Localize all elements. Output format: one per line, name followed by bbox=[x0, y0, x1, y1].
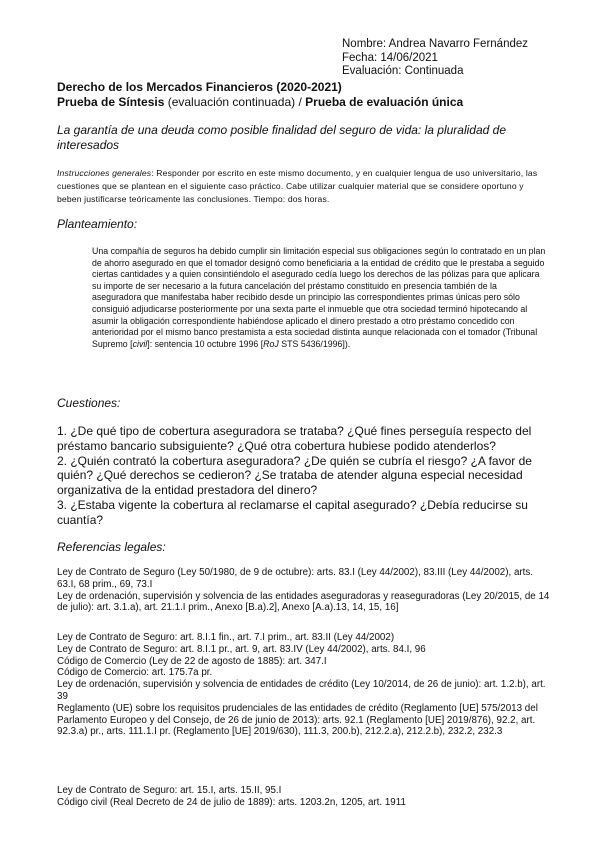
evaluation-type: Evaluación: Continuada bbox=[342, 65, 464, 77]
reference-item: Código de Comercio (Ley de 22 de agosto de 1885): art. 347.I bbox=[57, 655, 327, 667]
reference-item: Ley de ordenación, supervisión y solvencia de las entidades aseguradoras y reaseguradoras (Ley 20/2015, de 14 de julio): art. 3.1.a), art. 21.1.I prim., Anexo [B.a).2], Anexo [A.a).13, 14, 15, 16] bbox=[57, 590, 550, 614]
student-info bbox=[342, 38, 528, 79]
references-group-1 bbox=[57, 567, 552, 614]
cuestiones-heading: Cuestiones: bbox=[57, 396, 121, 410]
question-item: 1. ¿De qué tipo de cobertura aseguradora se trataba? ¿Qué fines perseguía respecto del préstamo bancario subsiguiente? ¿Qué otra cobertura hubiese podido atenderlos? bbox=[57, 424, 532, 453]
reference-item: Ley de ordenación, supervisión y solvencia de entidades de crédito (Ley 10/2014, de 26 de junio): art. 1.2.b), art. 39 bbox=[57, 679, 546, 702]
referencias-heading: Referencias legales: bbox=[57, 540, 166, 554]
planteamiento-heading: Planteamiento: bbox=[57, 217, 138, 231]
document-title: La garantía de una deuda como posible finalidad del seguro de vida: la pluralidad de interesados bbox=[57, 123, 506, 152]
reference-item: Ley de Contrato de Seguro: art. 15.I, arts. 15.II, 95.I bbox=[57, 785, 282, 796]
reference-item: Reglamento (UE) sobre los requisitos prudenciales de las entidades de crédito (Reglamento [UE] 575/2013 del Parlamento Europeo y del Consejo, de 26 de junio de 2013): arts. 92.1 (Reglamento [UE] 2019/876), 92.2, art. 92.3.a) pr., arts. 111.1.I pr. (Reglamento [UE] 2019/630), 111.3, 200.b), 212.2.a), 212.2.b), 232.2, 232.3 bbox=[57, 702, 538, 738]
reference-item: Código de Comercio: art. 175.7a pr. bbox=[57, 667, 213, 679]
general-instructions bbox=[57, 167, 547, 206]
reference-item: Código civil (Real Decreto de 24 de julio de 1889): arts. 1203.2n, 1205, art. 1911 bbox=[57, 796, 406, 808]
instructions-text: : Responder por escrito en este mismo documento, y en cualquier lengua de uso universitario, las cuestiones que se plantean en el siguiente caso práctico. Cabe utilizar cualquier material que se considere oportuno y beben justificarse teóricamente las conclusiones. Tiempo: dos horas. bbox=[57, 168, 538, 204]
questions-list bbox=[57, 424, 552, 528]
references-group-3 bbox=[57, 785, 552, 809]
instructions-label: Instrucciones generales bbox=[57, 168, 152, 178]
references-group-2 bbox=[57, 632, 552, 738]
exam-type-line: Prueba de Síntesis (evaluación continuada) / Prueba de evaluación única bbox=[57, 95, 464, 109]
question-item: 2. ¿Quién contrató la cobertura aseguradora? ¿De quién se cubría el riesgo? ¿A favor de quién? ¿Qué derechos se cedieron? ¿Se trataba de atender alguna especial necesidad organizativa de la entidad prestadora del dinero? bbox=[57, 453, 532, 498]
case-statement: Una compañía de seguros ha debido cumplir sin limitación especial sus obligaciones según lo contratado en un plan de ahorro asegurado en que el tomador designó como beneficiaria a la entidad de crédito que le prestaba a seguido ciertas cantidades y a quien consintiéndolo el asegurado cedía luego los derechos de las pólizas para que aplicara su importe de ser necesario a la futura cancelación del préstamo constituido en presencia también de la aseguradora que manifestaba haber recibido desde un principio las correspondientes primas únicas pero sólo consiguió adjudicarse posteriormente por una sexta parte el inmueble que otra sociedad terminó hipotecando al asumir la obligación correspondiente habiéndose aplicado el dinero prestado a otro préstamo concedido con anterioridad por el mismo banco prestamista a esta sociedad distinta aunque relacionada con el tomador (Tribunal Supremo [civil]: sentencia 10 octubre 1996 [RoJ STS 5436/1996]). bbox=[92, 246, 546, 349]
exam-date: Fecha: 14/06/2021 bbox=[342, 51, 438, 64]
reference-item: Ley de Contrato de Seguro (Ley 50/1980, de 9 de octubre): arts. 83.I (Ley 44/2002), 83.III (Ley 44/2002), arts. 63.I, 68 prim., 69, 73.I bbox=[57, 567, 533, 590]
question-item: 3. ¿Estaba vigente la cobertura al reclamarse el capital asegurado? ¿Debía reducirse su cuantía? bbox=[57, 497, 528, 527]
reference-item: Ley de Contrato de Seguro: art. 8.I.1 fin., art. 7.I prim., art. 83.II (Ley 44/2002) bbox=[57, 632, 395, 643]
reference-item: Ley de Contrato de Seguro: art. 8.I.1 pr., art. 9, art. 83.IV (Ley 44/2002), arts. 84.I, 96 bbox=[57, 643, 426, 655]
course-header bbox=[57, 80, 463, 110]
course-title: Derecho de los Mercados Financieros (2020-2021) bbox=[57, 80, 342, 94]
student-name: Nombre: Andrea Navarro Fernández bbox=[342, 38, 529, 50]
